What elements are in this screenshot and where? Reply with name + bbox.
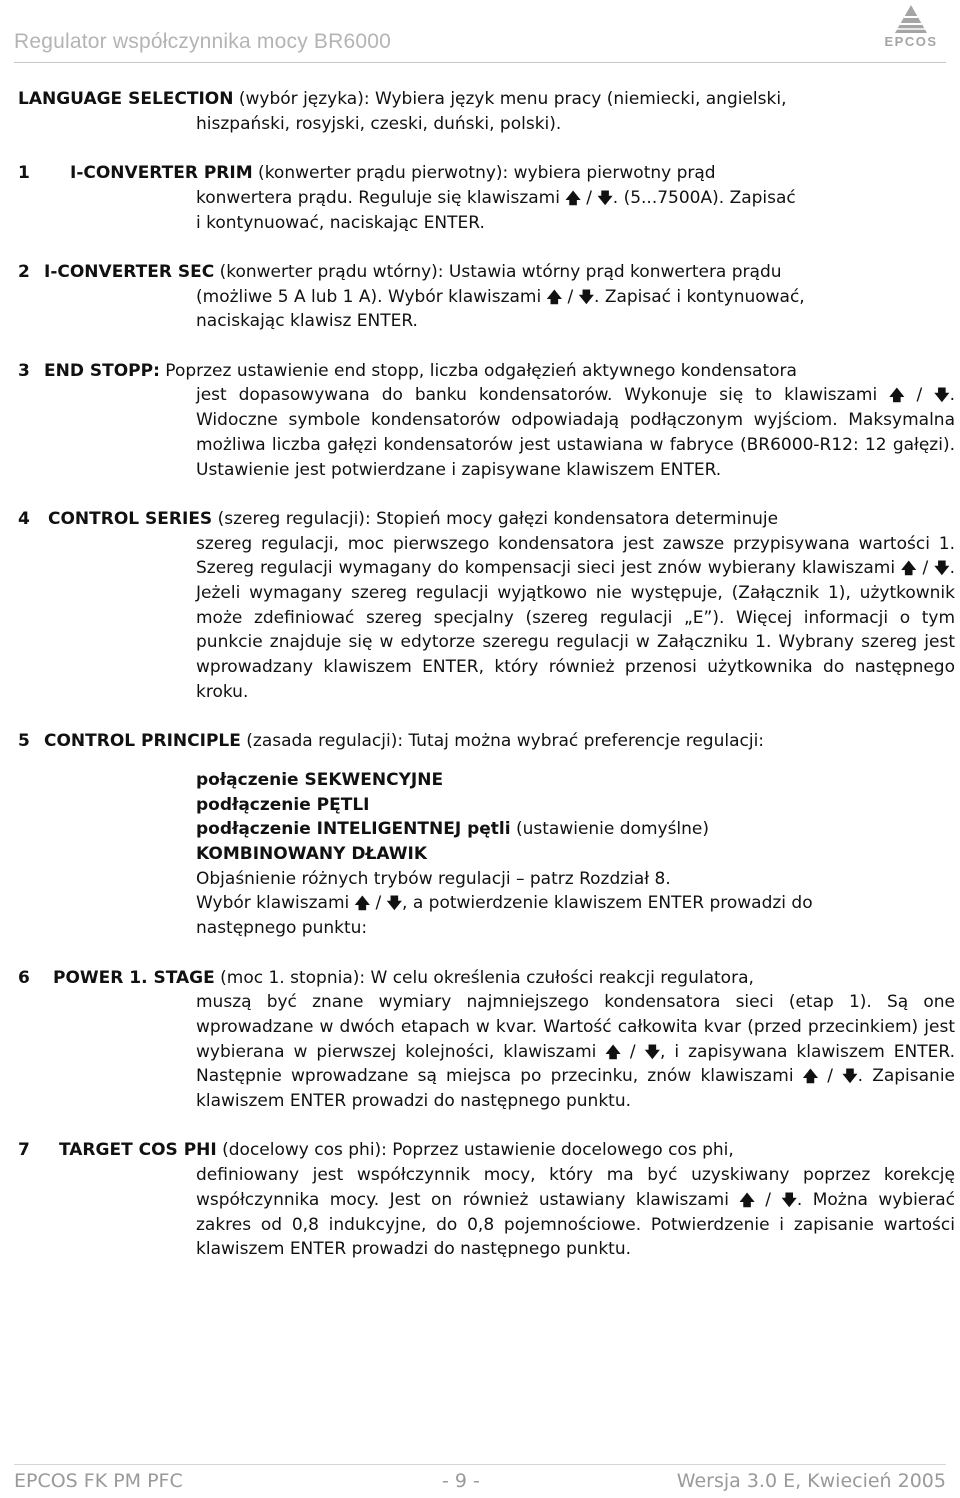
section-target-cos-phi: [18, 1138, 955, 1262]
arrow-up-icon: 🡅: [802, 1067, 819, 1086]
section-text: /: [754, 1189, 782, 1210]
section-number: 3: [18, 360, 30, 381]
section-body: [70, 161, 955, 235]
section-text: Wybór klawiszami: [196, 893, 355, 914]
section-text: (zasada regulacji): Tutaj można wybrać preferencje regulacji:: [240, 731, 765, 752]
control-principle-options: [196, 768, 955, 941]
section-paragraph: [53, 990, 955, 1114]
page-footer: [14, 1470, 946, 1498]
section-line: [196, 891, 955, 916]
section-number: 7: [18, 1140, 30, 1161]
option-intelligent-loop: podłączenie INTELIGENTNEJ pętli: [196, 819, 511, 840]
section-text: Objaśnienie różnych trybów regulacji – patrz Rozdział 8.: [196, 868, 671, 889]
section-number: 4: [18, 508, 30, 529]
section-text: (docelowy cos phi): Poprzez ustawienie docelowego cos phi,: [216, 1140, 734, 1161]
section-title: LANGUAGE SELECTION: [18, 89, 234, 109]
arrow-down-icon: 🡇: [644, 1042, 660, 1061]
section-text: (szereg regulacji): Stopień mocy gałęzi kondensatora determinuje: [212, 508, 779, 529]
arrow-up-icon: 🡅: [546, 287, 563, 306]
section-title: TARGET COS PHI: [59, 1140, 217, 1161]
arrow-up-icon: 🡅: [354, 894, 371, 913]
epcos-logo: [878, 4, 944, 58]
section-text: (moc 1. stopnia): W celu określenia czułości reakcji regulatora,: [214, 967, 754, 988]
section-body: [59, 1138, 955, 1262]
epcos-logo-icon: [891, 4, 931, 34]
section-text: /: [904, 385, 935, 406]
document-title: Regulator współczynnika mocy BR6000: [14, 30, 392, 53]
section-number: 5: [18, 731, 30, 752]
section-line: hiszpański, rosyjski, czeski, duński, polski).: [196, 113, 562, 134]
section-body: [44, 359, 955, 483]
section-text: jest dopasowywana do banku kondensatorów. Wykonuje się to klawiszami: [196, 385, 890, 406]
section-number: 6: [18, 967, 30, 988]
section-body: [53, 966, 955, 1114]
section-control-principle: [18, 729, 955, 941]
section-text: (wybór języka): Wybiera język menu pracy (niemiecki, angielski,: [233, 89, 787, 109]
section-line: [44, 285, 955, 310]
section-body: [44, 729, 955, 941]
section-body: [44, 260, 955, 334]
section-title: POWER 1. STAGE: [53, 967, 215, 988]
section-text: Poprzez ustawienie end stopp, liczba odgałęzień aktywnego kondensatora: [159, 360, 797, 381]
section-paragraph: [48, 532, 955, 705]
section-text: , i zapisywana klawiszem ENTER. Następnie wprowadzane są miejsca po przecinku, znów klawiszami: [196, 1041, 955, 1087]
section-title: I-CONVERTER SEC: [44, 261, 215, 282]
section-line: naciskając klawisz ENTER.: [196, 311, 418, 332]
section-number: 2: [18, 261, 30, 282]
option-combined-choke: KOMBINOWANY DŁAWIK: [196, 844, 428, 865]
arrow-down-icon: 🡇: [934, 559, 950, 578]
section-text: . Można wybierać zakres od 0,8 indukcyjne, do 0,8 pojemnościowe. Potwierdzenie i zapisanie wartości klawiszem ENTER prowadzi do następnego punktu.: [196, 1189, 956, 1260]
section-text: szereg regulacji, moc pierwszego kondensatora jest zawsze przypisywana wartości 1. Szereg regulacji wymagany do kompensacji sieci jest znów wybierany klawiszami: [196, 533, 955, 579]
section-power-1-stage: [18, 966, 955, 1114]
section-control-series: [18, 507, 955, 705]
section-i-converter-sec: [18, 260, 955, 334]
arrow-up-icon: 🡅: [739, 1190, 755, 1209]
section-text: /: [562, 286, 579, 307]
section-title: I-CONVERTER PRIM: [70, 163, 253, 184]
section-text: , a potwierdzenie klawiszem ENTER prowadzi do: [402, 893, 813, 914]
section-text: następnego punktu:: [196, 918, 368, 939]
document-body: [18, 87, 955, 1262]
option-sequential: połączenie SEKWENCYJNE: [196, 769, 444, 790]
section-i-converter-prim: [18, 161, 955, 235]
page-header: [14, 0, 946, 68]
arrow-down-icon: 🡇: [781, 1190, 797, 1209]
arrow-up-icon: 🡅: [901, 559, 917, 578]
arrow-down-icon: 🡇: [934, 386, 950, 405]
section-paragraph: [59, 1163, 955, 1262]
section-text: /: [620, 1041, 645, 1062]
section-line: i kontynuować, naciskając ENTER.: [196, 212, 485, 233]
arrow-up-icon: 🡅: [565, 188, 581, 207]
section-title: CONTROL SERIES: [48, 508, 213, 529]
page-number: - 9 -: [442, 1470, 480, 1492]
section-text: /: [916, 558, 935, 579]
section-text: definiowany jest współczynnik mocy, który ma być uzyskiwany poprzez korekcję współczynnika mocy. Jest on również ustawiany klawiszami: [196, 1165, 955, 1210]
section-line: [18, 87, 955, 112]
section-text: konwertera prądu. Reguluje się klawiszami: [196, 187, 566, 208]
arrow-down-icon: 🡇: [386, 894, 403, 913]
section-text: /: [818, 1066, 843, 1087]
section-number: 1: [18, 163, 30, 184]
section-paragraph: [44, 383, 955, 482]
footer-divider: [14, 1464, 946, 1465]
arrow-up-icon: 🡅: [889, 386, 905, 405]
footer-version: Wersja 3.0 E, Kwiecień 2005: [676, 1470, 946, 1492]
section-text: (możliwe 5 A lub 1 A). Wybór klawiszami: [196, 286, 547, 307]
section-body: [48, 507, 955, 705]
arrow-down-icon: 🡇: [578, 287, 595, 306]
section-text: muszą być znane wymiary najmniejszego kondensatora sieci (etap 1). Są one wprowadzane w dwóch etapach w kvar. Wartość całkowita kvar (przed przecinkiem) jest wybierana w pierwszej kolejności, klawiszami: [196, 992, 955, 1062]
section-text: . Zapisanie klawiszem ENTER prowadzi do następnego punktu.: [196, 1066, 955, 1112]
arrow-down-icon: 🡇: [597, 188, 613, 207]
section-title: CONTROL PRINCIPLE: [44, 731, 241, 752]
section-text: . Jeżeli wymagany szereg regulacji wyjątkowo nie występuje, (Załącznik 1), użytkownik może zdefiniować szereg specjalny (szereg regulacji „E”). Więcej informacji o tym punkcie znajduje się w edytorze szeregu regulacji w Załączniku 1. Wybrany szereg jest wprowadzany klawiszem ENTER, który również przenosi użytkownika do następnego kroku.: [196, 558, 955, 702]
section-text: (konwerter prądu wtórny): Ustawia wtórny prąd konwertera prądu: [214, 261, 782, 282]
header-divider: [14, 62, 946, 63]
arrow-up-icon: 🡅: [605, 1042, 621, 1061]
section-text: /: [580, 187, 598, 208]
section-line: [70, 186, 955, 211]
section-text: . Zapisać i kontynuować,: [594, 286, 805, 307]
section-text: . (5...7500A). Zapisać: [612, 187, 796, 208]
section-text: (konwerter prądu pierwotny): wybiera pierwotny prąd: [252, 163, 716, 184]
section-end-stopp: [18, 359, 955, 483]
logo-text: EPCOS: [884, 34, 938, 49]
option-default-note: (ustawienie domyślne): [510, 819, 710, 840]
section-title: END STOPP:: [44, 360, 160, 381]
footer-department: EPCOS FK PM PFC: [14, 1470, 183, 1492]
section-text: . Widoczne symbole kondensatorów odpowiadają podłączonym wyjściom. Maksymalna możliwa liczba gałęzi kondensatorów jest ustawiana w fabryce (BR6000-R12: 12 gałęzi). Ustawienie jest potwierdzane i zapisywane klawiszem ENTER.: [196, 385, 955, 480]
section-text: /: [370, 893, 387, 914]
arrow-down-icon: 🡇: [842, 1067, 858, 1086]
section-language-selection: [18, 87, 955, 136]
option-loop: podłączenie PĘTLI: [196, 794, 370, 815]
